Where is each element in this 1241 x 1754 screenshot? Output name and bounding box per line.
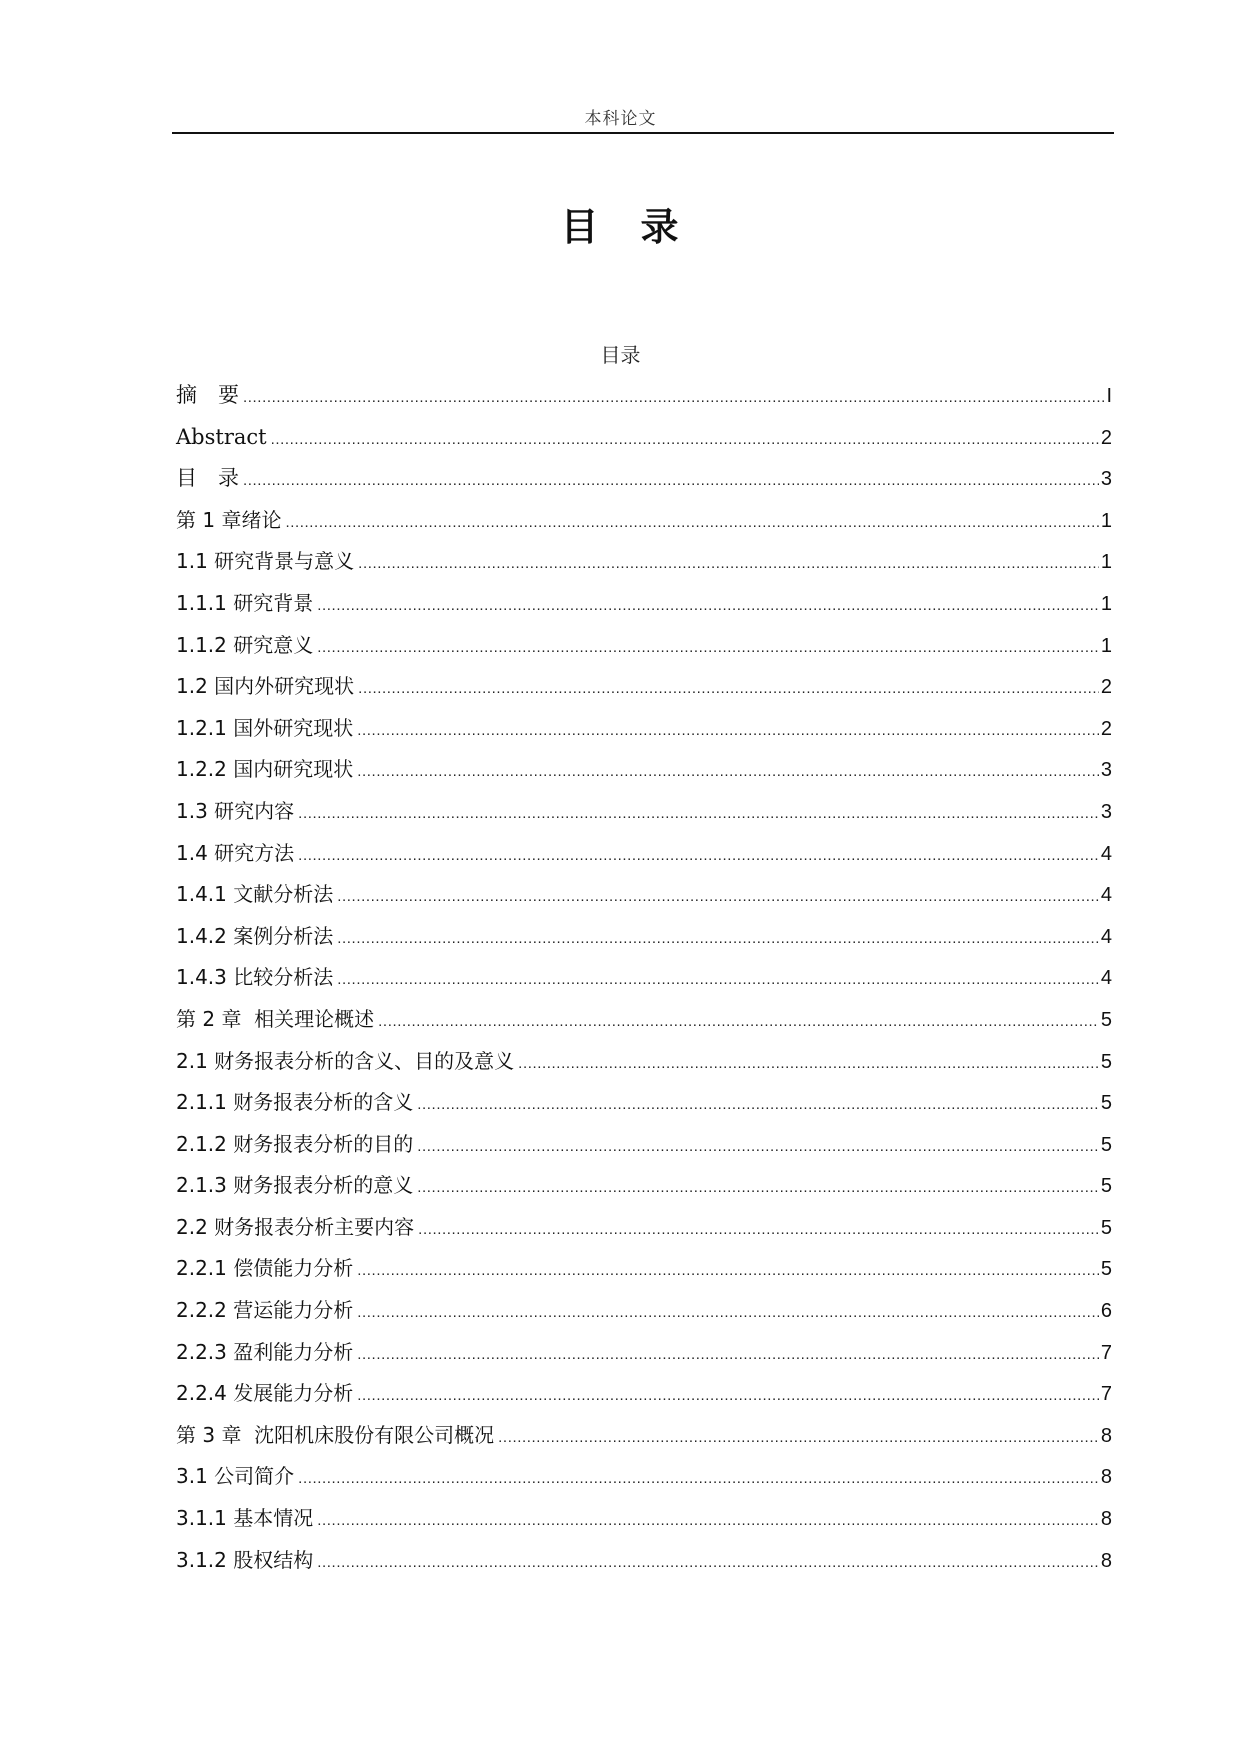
table-of-contents — [176, 375, 1112, 1581]
toc-entry-page-number: 1 — [1100, 551, 1112, 574]
toc-entry-label: 2.2 财务报表分析主要内容 — [176, 1214, 415, 1239]
toc-dot-leader — [337, 876, 1099, 918]
toc-entry[interactable] — [176, 1207, 1112, 1249]
toc-entry-page-number: 7 — [1100, 1383, 1112, 1406]
toc-dot-leader — [518, 1043, 1099, 1085]
toc-entry-page-number: 8 — [1100, 1466, 1112, 1489]
toc-dot-leader — [317, 627, 1099, 669]
toc-entry[interactable] — [176, 1290, 1112, 1332]
toc-entry-page-number: 3 — [1100, 800, 1112, 823]
toc-entry-page-number: 1 — [1100, 592, 1112, 615]
toc-entry-label: 1.3 研究内容 — [176, 798, 295, 823]
toc-dot-leader — [417, 1126, 1099, 1168]
toc-entry-page-number: 3 — [1100, 759, 1112, 782]
toc-entry-page-number: 7 — [1100, 1341, 1112, 1364]
toc-entry-page-number: 4 — [1100, 967, 1112, 990]
toc-entry-label: 摘 要 — [176, 383, 239, 407]
toc-dot-leader — [317, 1542, 1099, 1584]
toc-entry[interactable] — [176, 1456, 1112, 1498]
toc-entry[interactable] — [176, 916, 1112, 958]
toc-entry-label: 1.1.2 研究意义 — [176, 632, 314, 657]
toc-entry[interactable] — [176, 583, 1112, 625]
toc-entry-page-number: 8 — [1100, 1549, 1112, 1572]
toc-dot-leader — [285, 502, 1098, 544]
toc-dot-leader — [298, 1458, 1099, 1500]
toc-entry-label: 2.1.2 财务报表分析的目的 — [176, 1131, 414, 1156]
toc-entry-label: 1.2.2 国内研究现状 — [176, 757, 354, 782]
toc-entry-label: 3.1.1 基本情况 — [176, 1506, 314, 1531]
toc-entry-page-number: 5 — [1100, 1008, 1112, 1031]
toc-entry[interactable] — [176, 417, 1112, 459]
toc-entry-page-number: I — [1106, 385, 1112, 407]
toc-entry[interactable] — [176, 749, 1112, 791]
toc-dot-leader — [357, 751, 1099, 793]
toc-entry[interactable] — [176, 1248, 1112, 1290]
page-title: 目 录 — [560, 205, 681, 249]
toc-entry-label: 1.1.1 研究背景 — [176, 590, 314, 615]
toc-entry-label: 1.4 研究方法 — [176, 840, 295, 865]
toc-entry-page-number: 1 — [1100, 509, 1112, 532]
toc-entry[interactable] — [176, 1165, 1112, 1207]
toc-entry[interactable] — [176, 957, 1112, 999]
toc-entry[interactable] — [176, 1082, 1112, 1124]
toc-entry-label: 第 3 章 沈阳机床股份有限公司概况 — [176, 1422, 495, 1447]
toc-entry-label: 1.1 研究背景与意义 — [176, 549, 355, 574]
toc-entry-page-number: 1 — [1100, 634, 1112, 657]
toc-dot-leader — [498, 1417, 1099, 1459]
toc-entry-label: 1.2.1 国外研究现状 — [176, 715, 354, 740]
toc-dot-leader — [357, 1375, 1099, 1417]
toc-entry[interactable] — [176, 1124, 1112, 1166]
toc-dot-leader — [317, 1500, 1099, 1542]
toc-entry-page-number: 5 — [1100, 1258, 1112, 1281]
toc-entry[interactable] — [176, 833, 1112, 875]
toc-entry[interactable] — [176, 1373, 1112, 1415]
toc-entry-page-number: 5 — [1100, 1050, 1112, 1073]
toc-entry-label: 1.4.3 比较分析法 — [176, 965, 334, 990]
toc-entry[interactable] — [176, 874, 1112, 916]
toc-entry-page-number: 4 — [1100, 925, 1112, 948]
toc-dot-leader — [378, 1001, 1099, 1043]
toc-entry-label: 第 1 章绪论 — [176, 507, 282, 532]
toc-entry-label: 2.2.2 营运能力分析 — [176, 1298, 354, 1323]
toc-dot-leader — [271, 419, 1099, 461]
toc-entry[interactable] — [176, 625, 1112, 667]
toc-entry-page-number: 3 — [1100, 468, 1112, 491]
toc-entry-page-number: 5 — [1100, 1216, 1112, 1239]
toc-dot-leader — [243, 377, 1104, 419]
toc-dot-leader — [357, 710, 1099, 752]
toc-dot-leader — [357, 1292, 1099, 1334]
toc-dot-leader — [243, 460, 1099, 502]
toc-dot-leader — [337, 918, 1099, 960]
toc-entry-label: Abstract — [176, 424, 267, 449]
toc-entry-label: 2.1.3 财务报表分析的意义 — [176, 1173, 414, 1198]
toc-entry-page-number: 5 — [1100, 1175, 1112, 1198]
toc-caption: 目录 — [600, 343, 641, 367]
toc-dot-leader — [298, 793, 1099, 835]
toc-entry-label: 1.4.2 案例分析法 — [176, 923, 334, 948]
toc-entry-page-number: 2 — [1100, 717, 1112, 740]
toc-entry[interactable] — [176, 458, 1112, 500]
toc-entry-label: 2.2.1 偿债能力分析 — [176, 1256, 354, 1281]
toc-entry-page-number: 6 — [1100, 1300, 1112, 1323]
toc-entry-label: 3.1.2 股权结构 — [176, 1547, 314, 1572]
toc-entry[interactable] — [176, 791, 1112, 833]
toc-entry-page-number: 5 — [1100, 1133, 1112, 1156]
toc-entry[interactable] — [176, 1540, 1112, 1582]
toc-entry-page-number: 4 — [1100, 884, 1112, 907]
toc-entry-label: 第 2 章 相关理论概述 — [176, 1006, 375, 1031]
toc-entry-page-number: 5 — [1100, 1092, 1112, 1115]
toc-entry-page-number: 4 — [1100, 842, 1112, 865]
toc-entry-label: 2.1.1 财务报表分析的含义 — [176, 1090, 414, 1115]
toc-entry-label: 3.1 公司简介 — [176, 1464, 295, 1489]
toc-entry[interactable] — [176, 1415, 1112, 1457]
toc-dot-leader — [337, 959, 1099, 1001]
toc-dot-leader — [298, 835, 1099, 877]
toc-entry[interactable] — [176, 708, 1112, 750]
toc-entry-page-number: 8 — [1100, 1508, 1112, 1531]
toc-entry-page-number: 2 — [1100, 426, 1112, 449]
running-header: 本科论文 — [584, 109, 657, 129]
toc-dot-leader — [417, 1084, 1099, 1126]
toc-entry-label: 2.2.4 发展能力分析 — [176, 1381, 354, 1406]
toc-entry-label: 1.4.1 文献分析法 — [176, 882, 334, 907]
toc-entry[interactable] — [176, 666, 1112, 708]
toc-dot-leader — [357, 1334, 1099, 1376]
toc-dot-leader — [417, 1167, 1099, 1209]
toc-entry-label: 1.2 国内外研究现状 — [176, 674, 355, 699]
toc-dot-leader — [357, 1250, 1099, 1292]
toc-entry-page-number: 8 — [1100, 1424, 1112, 1447]
toc-dot-leader — [317, 585, 1099, 627]
toc-entry[interactable] — [176, 1498, 1112, 1540]
toc-dot-leader — [358, 668, 1099, 710]
toc-entry[interactable] — [176, 541, 1112, 583]
toc-entry[interactable] — [176, 500, 1112, 542]
toc-entry[interactable] — [176, 375, 1112, 417]
toc-entry-label: 2.1 财务报表分析的含义、目的及意义 — [176, 1048, 515, 1073]
toc-entry[interactable] — [176, 999, 1112, 1041]
toc-entry[interactable] — [176, 1041, 1112, 1083]
toc-entry-label: 2.2.3 盈利能力分析 — [176, 1339, 354, 1364]
header-rule — [172, 132, 1114, 134]
toc-dot-leader — [418, 1209, 1099, 1251]
toc-entry-page-number: 2 — [1100, 676, 1112, 699]
toc-entry-label: 目 录 — [176, 466, 239, 491]
toc-entry[interactable] — [176, 1332, 1112, 1374]
toc-dot-leader — [358, 543, 1099, 585]
